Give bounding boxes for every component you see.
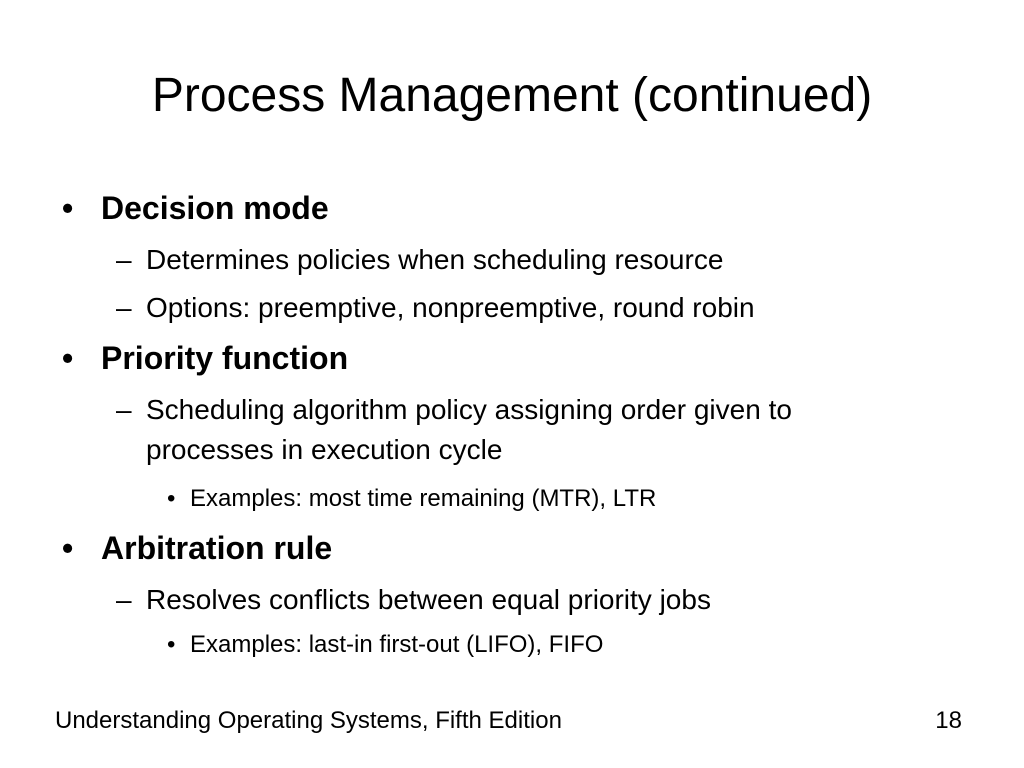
dash-marker: –: [116, 292, 132, 323]
subsubitem-examples-mtr: Examples: most time remaining (MTR), LTR: [190, 485, 657, 512]
subitem-scheduling-algorithm-line2: processes in execution cycle: [146, 434, 503, 465]
bullet-arbitration-rule: Arbitration rule: [101, 530, 333, 566]
bullet-marker: •: [62, 190, 74, 226]
subitem-resolves-conflicts: Resolves conflicts between equal priority jobs: [146, 584, 711, 615]
dash-marker: –: [116, 584, 132, 615]
subitem-options: Options: preemptive, nonpreemptive, round robin: [146, 292, 755, 323]
sub-bullet-marker: •: [167, 485, 176, 512]
subitem-scheduling-algorithm-line1: Scheduling algorithm policy assigning order given to: [146, 394, 792, 425]
subitem-determines-policies: Determines policies when scheduling resource: [146, 244, 724, 275]
bullet-decision-mode: Decision mode: [101, 190, 329, 226]
subsubitem-examples-lifo: Examples: last-in first-out (LIFO), FIFO: [190, 631, 604, 658]
bullet-priority-function: Priority function: [101, 340, 349, 376]
footer-page-number: 18: [935, 707, 962, 734]
bullet-marker: •: [62, 340, 74, 376]
footer-book-title: Understanding Operating Systems, Fifth Edition: [55, 707, 562, 734]
sub-bullet-marker: •: [167, 631, 176, 658]
bullet-marker: •: [62, 530, 74, 566]
slide-title: Process Management (continued): [151, 69, 873, 122]
dash-marker: –: [116, 244, 132, 275]
dash-marker: –: [116, 394, 132, 425]
